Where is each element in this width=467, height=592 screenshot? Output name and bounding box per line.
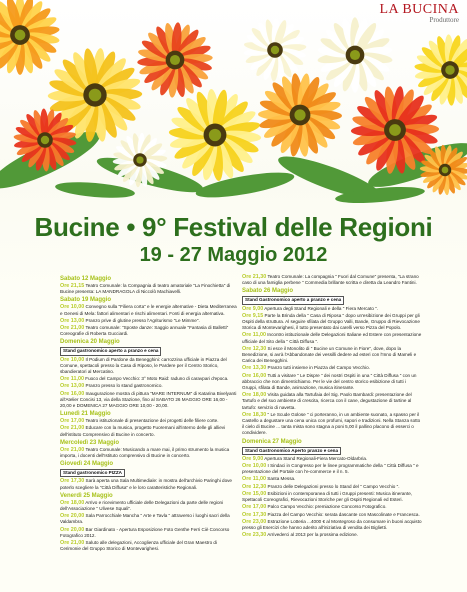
program-time: Ore 9,00 [242, 305, 264, 312]
program-item [242, 332, 422, 344]
gerbera-flower-icon [113, 133, 168, 188]
program-text: " Le Scude Golose " ci porteranno, in un ambiente suonato, a spasso per il Castello a degustare una cena unica con profumi, sapori e tradizioni. Nella Stanza sotto il cielo di Bucine ... tanta mista sono stagna a poni 5,00 il pallino placono di esserci o condividere. [242, 411, 421, 436]
program-day-heading: Sabato 26 Maggio [242, 288, 294, 295]
gerbera-flower-icon [0, 0, 60, 75]
program-item [242, 365, 422, 371]
program-time: Ore 13,30 [242, 365, 267, 372]
program-item [60, 425, 238, 437]
program-day-heading: Mercoledì 23 Maggio [60, 439, 120, 446]
program-time: Ore 17,30 [60, 478, 85, 485]
stand-label: Stand gastronomico aperto a pranzo e cena [60, 347, 161, 355]
brand-subtitle: Produttore [429, 16, 459, 24]
program-time: Ore 21,00 [60, 540, 85, 547]
program-time: Ore 12,30 [242, 345, 267, 352]
program-time: Ore 9,00 [242, 455, 264, 462]
program-text: Pranzo tutti insieme in Piazza del Campo Vecchio. [266, 365, 370, 371]
program-text: Pranzo prive di glutine presso l'Agriturismo "Le Mimme". [84, 317, 200, 323]
program-item [60, 500, 238, 512]
program-item [242, 392, 422, 411]
program-item [60, 325, 238, 337]
program-day-heading: Venerdì 25 Maggio [60, 492, 113, 499]
program-item [60, 357, 238, 376]
stand-label: Stand Gastronomico Aperto pranzo e cena [242, 447, 341, 455]
program-time: Ore 17,30 [242, 511, 267, 518]
program-time: Ore 11,00 [60, 376, 84, 383]
program-text: Teatro comunale: "Sposte danze: Saggio annuale "Fantasia di Balletti" Coreografie di Roberta Gucciardi. [60, 325, 229, 337]
program-item [60, 283, 238, 295]
program-text: Visita guidata alla Tartufaia del Sig. Paolo Bambardi: presentazione del Tartufo e del suo ambiente di crescita, ricerca con il cane, degustazione di tartine al tartufo: servizio di navetta. [242, 392, 412, 410]
program-item [60, 376, 238, 382]
program-text: Teatro Comunale: La compagnia " Fuori dal Comune" presenta, "La strano caso di una famiglia perbene " Commedia brillante scritta e diretta da Leandro Fantini. [242, 274, 419, 286]
program-item [242, 463, 422, 475]
gerbera-flower-icon [137, 22, 213, 98]
program-time: Ore 20,00 [60, 513, 85, 520]
program-time: Ore 15,00 [242, 490, 267, 497]
program-time: Ore 16,00 [242, 372, 267, 379]
program-text: Inaugurazione mostra di pittura "MARE INTERNUM" di Katarina Bivelyanti all'Atelier Concisi 13, via della Stazione, fino al SABATO 26 MAGGIO ORE 16,00 - 20,00 e DOMENICA 27 MAGGIO ORE 10,00 - 20,00. [60, 390, 237, 409]
stand-row [60, 346, 238, 356]
program-item [242, 484, 422, 490]
program-time: Ore 12,30 [242, 483, 267, 490]
program-day-heading: Sabato 12 Maggio [60, 276, 112, 282]
gerbera-flower-icon [243, 18, 306, 81]
program-text: Teatro Comunale: la Compagnia di teatro amatoriale "La Finochietta" di Bucine presenta: LA MANDRAGOLA di Niccolò Machiavelli. [60, 283, 231, 295]
program-time: Ore 18,30 [242, 411, 267, 418]
program-item [60, 304, 238, 316]
festival-dates: 19 - 27 Maggio 2012 [139, 244, 328, 266]
program-time: Ore 21,15 [60, 283, 85, 289]
program-day-heading: Domenica 27 Maggio [242, 438, 302, 445]
program-time: Ore 10,00 [242, 463, 267, 470]
program-day-heading: Lunedì 21 Maggio [60, 411, 111, 418]
program-time: Ore 11,00 [242, 332, 266, 339]
program-time: Ore 21,30 [242, 274, 267, 280]
program-time: Ore 18,00 [242, 392, 267, 399]
program-text: Il Podium di Pardone da Benegghini: carrozzina ufficiale in Piazza del Comune, spettacoli presso la Casa di Riposo, le Pardere per il Centro Storico, sbandieratori al Mercatino. [60, 356, 227, 375]
program-text: Parte la Brinda della " Casa di Riposa " dopo un'esibizione dei Gruppi per gli Ospiti della struttura. Al seguire sfilata del Gruppo Valli, Bande, Gruppo di Rievocazione Storica di Montevarighesi, il tutto presentato dai carelli verso Pizza del Popolo. [242, 312, 420, 331]
program-item [242, 346, 422, 365]
program-time: Ore 18,00 [60, 499, 85, 506]
program-text: Saluto alle delegazioni, Accoglienza ufficiale del Gran Maestro di Cerimonie del Gruppo Storico di Montevarighesi. [60, 540, 217, 552]
program-item [60, 383, 238, 389]
stand-row [242, 295, 422, 305]
program-text: Convegno sulla "Filiera corta" e le energie alternative - Dieta Mediterranea e Genesi di Mela: fattori alimentari e rischi alimentari. Fonti di energia alternativa. [60, 304, 237, 316]
program-item [60, 447, 238, 459]
program-item [242, 476, 422, 482]
program-time: Ore 23,00 [242, 518, 267, 525]
program-time: Ore 10,00 [60, 356, 85, 363]
program-text: Sala Parrocchiale Mancha " Arte e Tavla " attraverso i luoghi sacri della Valdambra. [60, 513, 230, 525]
program-text: Teatro Comunale: Musicando a mare mai, il primo strumento la musica importa, i docenti dell'Istituto comprensivo di Bucine in concerto. [60, 446, 230, 459]
program-time: Ore 11,00 [242, 476, 266, 483]
program-text: Estrazione Lotteria ...4000 € al Montegroso da consumare in buoni acquisto presso gli Esercizi che hanno aderito all'iniziativa di vendita dei Biglietti. [242, 518, 422, 530]
program-item [60, 391, 238, 410]
program-left-column [60, 274, 238, 554]
program-text: Apertura degli Stand Regionali e della " Fiera Mercato ". [263, 305, 379, 311]
program-time: Ore 21,00 [60, 446, 85, 453]
gerbera-flower-icon [414, 34, 467, 106]
program-text: Esibizioni in contemporanea di tutti i Gruppi presenti: Musica itinerante, Spettacoli Coreografici, Rievocazioni Storiche per gli Ospiti Regionali ed Esteri. [242, 490, 413, 503]
program-item [60, 478, 238, 490]
program-time: Ore 9,15 [242, 312, 264, 319]
program-item [242, 532, 422, 538]
program-time: Ore 13,00 [60, 383, 85, 390]
program-item [60, 513, 238, 525]
gerbera-flowers-banner [0, 0, 467, 210]
program-text: Si esce il Monolito di " Bucine un Comune in Fiore", dove, dopo la Benedizione, si avrà l'Abbandonate dei vessilli dedere ad esteri con l'Inno di Mameli e Carica dei Benegghini. [242, 345, 417, 364]
program-item [242, 306, 422, 312]
program-item [242, 504, 422, 510]
program-item [242, 491, 422, 503]
program-text: Bar Giardinato - Apertura Esposizione Foto Genthe Ferri Ciè Concorso Fotografico 2012. [60, 526, 230, 538]
program-time: Ore 20,00 [60, 526, 85, 533]
festival-title: Bucine • 9° Festival delle Regioni [34, 212, 433, 242]
program-item [242, 412, 422, 437]
program-text: Fuoco del Campo Vecchio: 3° Moto Raid: raduno di caravpari d'epoca. [83, 376, 229, 382]
program-item [60, 418, 238, 424]
program-day-heading: Sabato 19 Maggio [60, 297, 112, 304]
program-text: I Sindaci in Congresso per le linee programmatiche della " Città Diffusa " e presentazione del Portale con l'e-commerce e il n. 5. [242, 463, 419, 475]
program-item [60, 540, 238, 552]
program-time: Ore 21,00 [60, 425, 85, 432]
program-text: Incontro istituzionale delle Delegazioni Italiane ed Estere con presentazione ufficiale del Sito della " Città Diffusa ". [242, 332, 422, 344]
program-item [242, 274, 422, 286]
program-text: Educare con la musica, progetto Fuoremani all'interno delle gli allievi dell'istituto Comprensivo di Bucine in concerto. [60, 425, 226, 437]
program-day-heading: Giovedì 24 Maggio [60, 461, 114, 468]
program-item [242, 313, 422, 332]
program-right-column [242, 274, 422, 539]
program-text: Santa Messa. [265, 476, 296, 482]
brand-name: LA BUCINA [379, 2, 459, 17]
brand-logo [379, 2, 459, 24]
program-item [60, 527, 238, 539]
program-text: Apertura Stand Regionali-Fiera Mercato-Oldarbria. [263, 455, 368, 461]
program-text: Tutti a visitare " Le Dispre " dei nostri Ospiti in una " Città Diffusa " con un abbraccio che non dimentichiamo. Per le vie del centro storico esibizione di tutti i Gruppi, sfilata di Bande, animazione, musica itinerante. [242, 372, 417, 391]
program-item [242, 373, 422, 392]
program-time: Ore 13,00 [60, 317, 85, 324]
program-text: Arrivederci al 2013 per la prossima edizione. [266, 532, 358, 538]
program-text: Teatro istituzionale di presentazione dei progetti delle filiere corte. [84, 418, 219, 424]
program-item [242, 456, 422, 462]
program-time: Ore 17,00 [60, 418, 85, 425]
program-text: Arrivo e ricevimento ufficiale delle Delegazioni da parte delle regioni dell'Associazione " Ulivese Squali". [60, 499, 224, 512]
program-time: Ore 21,00 [60, 325, 85, 332]
program-time: Ore 16,00 [60, 390, 85, 397]
program-text: Pranzo presso lo stand gastronomico. [84, 383, 163, 389]
program-text: Piazza del Campo Vecchio: serata dascante con Mascolinate e Francesca. [266, 511, 420, 517]
program-time: Ore 17,00 [242, 504, 267, 511]
program-text: Pranzo delle Delegazioni presso lo Stand del " Campo Vecchio ". [266, 483, 400, 489]
stand-label: Stand Gastronomico aperto a pranzo e cena [242, 296, 344, 304]
stand-label: Stand gastronomico PIZZA [60, 469, 125, 477]
program-text: Palco Campo Vecchio: premiazione Concorso Fotografico. [266, 504, 387, 510]
stand-row [60, 468, 238, 478]
gerbera-flower-icon [317, 17, 393, 93]
program-item [242, 519, 422, 531]
program-text: Sarà aperta una Sala Multimediale: in mostra dell'archivio Paringhi dove poterlo scegliere la "Città Diffusa" e le loro caratteristiche Regionali. [60, 478, 232, 490]
stand-row [242, 446, 422, 456]
program-day-heading: Domenica 20 Maggio [60, 339, 120, 346]
gerbera-flower-icon [169, 88, 262, 181]
program-item [242, 512, 422, 518]
gerbera-flower-icon [258, 73, 342, 158]
program-time: Ore 10,00 [60, 304, 85, 311]
program-item [60, 318, 238, 324]
program-time: Ore 23,30 [242, 532, 267, 539]
